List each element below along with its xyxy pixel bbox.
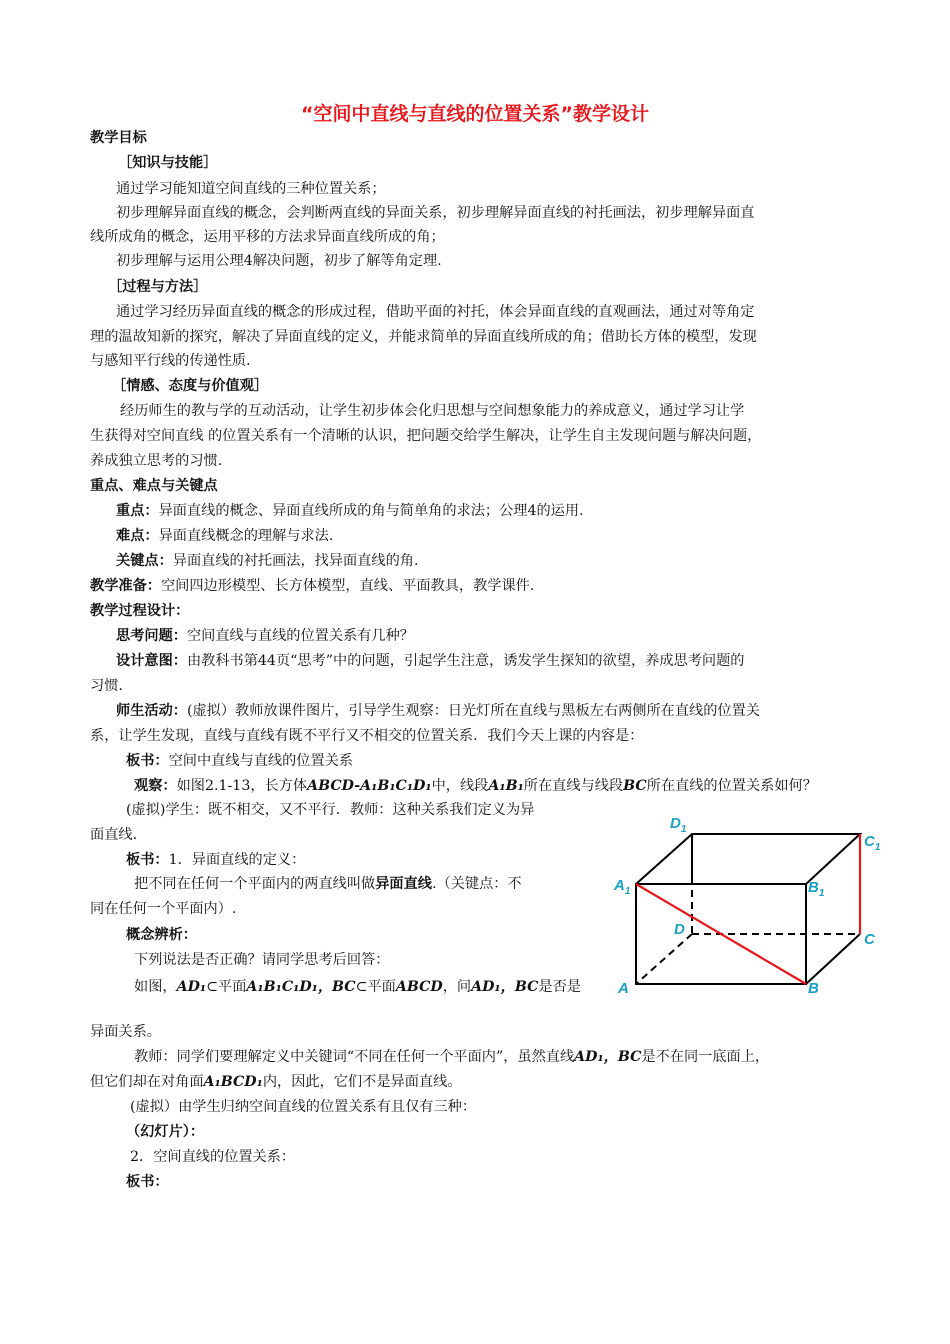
difficulty-text: 异面直线概念的理解与求法. [158, 528, 334, 544]
observe-seg1: A₁B₁ [488, 778, 524, 794]
teacher-b1: 但它们却在对角面 [90, 1074, 204, 1090]
board-line [126, 751, 353, 771]
teacher-line-b [90, 1072, 461, 1092]
knowledge-heading: ［知识与技能］ [118, 155, 218, 171]
teacher-line-a [134, 1047, 769, 1067]
intent-text: 由教科书第44页“思考”中的问题，引起学生注意，诱发学生探知的欲望，养成思考问题的 [186, 653, 745, 669]
concept-label: 概念辨析： [126, 927, 197, 943]
page-title: “空间中直线与直线的位置关系”教学设计 [301, 103, 649, 125]
ex-sub2: ⊂ [355, 979, 368, 995]
ex-plane: 平面 [218, 979, 247, 995]
board2-text: 1．异面直线的定义： [168, 852, 306, 868]
ex-bc: ，BC [317, 979, 356, 995]
virtual-line-a: (虚拟)学生：既不相交，又不平行．教师：这种关系我们定义为异 [126, 802, 535, 818]
goal-e1b: 生获得对空间直线 的位置关系有一个清晰的认识，把问题交给学生解决，让学生自主发现问题与解决问题， [90, 428, 762, 444]
label-a1: $A_1$ [614, 877, 631, 897]
key-line [116, 551, 418, 571]
hidden-edge-da [636, 934, 692, 984]
definition-line-b: 同在任何一个平面内）. [90, 901, 237, 917]
prep-line [90, 576, 534, 596]
think-label: 思考问题： [116, 628, 187, 644]
teacher-b2: 内，因此，它们不是异面直线。 [262, 1074, 462, 1090]
goal-p1b: 理的温故知新的探究，解决了异面直线的定义，并能求简单的异面直线所成的角；借助长方体的模型，发现 [90, 329, 757, 345]
board2-line [126, 850, 305, 870]
goal-e1c: 养成独立思考的习惯. [90, 453, 223, 469]
ex-q2: AD₁，BC [471, 979, 539, 995]
ex-abcd: ABCD [395, 979, 443, 995]
intent-line [116, 651, 744, 671]
edge-bc-base [806, 934, 860, 984]
slide-line: （幻灯片）： [126, 1124, 205, 1140]
think-line [116, 626, 414, 646]
keypoints-heading: 重点、难点与关键点 [90, 478, 218, 494]
relation-line: 2．空间直线的位置关系： [130, 1149, 296, 1165]
goal-k2a: 初步理解异面直线的概念，会判断两直线的异面关系，初步理解异面直线的衬托画法，初步理解异面直 [116, 205, 755, 221]
focus-line [116, 501, 584, 521]
intent-label: 设计意图： [116, 653, 187, 669]
teacher-a2: 是不在同一底面上， [641, 1049, 770, 1065]
goal-k2b: 线所成角的概念，运用平移的方法求异面直线所成的角； [90, 229, 445, 245]
process-design-heading: 教学过程设计： [90, 603, 190, 619]
focus-text: 异面直线的概念、异面直线所成的角与简单角的求法；公理4的运用. [158, 503, 584, 519]
teacher-ad1: AD₁，BC [574, 1049, 642, 1065]
board-label: 板书： [126, 753, 169, 769]
top-face-edges [636, 834, 860, 884]
definition-line [134, 874, 522, 894]
prep-label: 教学准备： [90, 578, 161, 594]
goal-k3: 初步理解与运用公理4解决问题，初步了解等角定理. [116, 253, 442, 269]
activity-line [116, 701, 760, 721]
observe-mid: 中，线段 [431, 778, 489, 794]
label-c: C [864, 931, 875, 948]
board-text: 空间中直线与直线的位置关系 [168, 753, 354, 769]
observe-post: 所在直线的位置关系如何？ [646, 778, 817, 794]
ex-ad1: AD₁ [176, 979, 207, 995]
def-pre: 把不同在任何一个平面内的两直线叫做 [134, 876, 376, 892]
label-d1: $D_1$ [670, 815, 687, 835]
goals-heading: 教学目标 [90, 130, 147, 146]
observe-mid2: 所在直线与线段 [523, 778, 624, 794]
ex-plane2: 平面 [367, 979, 396, 995]
prep-text: 空间四边形模型、长方体模型，直线、平面教具，教学课件. [160, 578, 535, 594]
ex-q: ，问 [442, 979, 472, 995]
virtual-line-b: 面直线. [90, 827, 138, 843]
goal-k1: 通过学习能知道空间直线的三种位置关系； [116, 181, 386, 197]
ex-sub1: ⊂ [206, 979, 218, 995]
cuboid-figure [610, 808, 890, 998]
think-text: 空间直线与直线的位置关系有几种？ [186, 628, 414, 644]
goal-e1a: 经历师生的教与学的互动活动，让学生初步体会化归思想与空间想象能力的养成意义，通过学习让学 [120, 403, 745, 419]
ex-q3: 是否是 [538, 979, 581, 995]
focus-label: 重点： [116, 503, 159, 519]
process-heading: ［过程与方法］ [108, 279, 208, 295]
label-b1: $B_1$ [808, 879, 825, 899]
activity-label: 师生活动： [116, 703, 187, 719]
ex-pre: 如图， [134, 979, 177, 995]
difficulty-label: 难点： [116, 528, 159, 544]
ex-a1b1c1d1: A₁B₁C₁D₁ [246, 979, 318, 995]
emotion-heading: ［情感、态度与价值观］ [112, 378, 269, 394]
board3-line: 板书： [126, 1174, 169, 1190]
teacher-plane: A₁BCD₁ [203, 1074, 263, 1090]
intent-line-b: 习惯. [90, 678, 123, 694]
key-label: 关键点： [116, 553, 173, 569]
activity-line-b: 系，让学生发现，直线与直线有既不平行又不相交的位置关系．我们今天上课的内容是： [90, 728, 644, 744]
observe-label: 观察： [134, 778, 177, 794]
question-line: 下列说法是否正确？请同学思考后回答： [134, 952, 390, 968]
board2-label: 板书： [126, 852, 169, 868]
example-line-b: 异面关系。 [90, 1024, 161, 1040]
summary-line: (虚拟）由学生归纳空间直线的位置关系有且仅有三种： [130, 1099, 477, 1115]
observe-box: ABCD-A₁B₁C₁D₁ [307, 778, 432, 794]
example-line [134, 977, 581, 997]
def-post: .（关键点：不 [431, 876, 522, 892]
label-c1: $C_1$ [864, 833, 881, 853]
label-a: A [618, 980, 629, 997]
goal-p1c: 与感知平行线的传递性质． [90, 353, 261, 369]
goal-p1a: 通过学习经历异面直线的概念的形成过程，借助平面的衬托，体会异面直线的直观画法，通过对等角定 [116, 304, 755, 320]
label-b: B [808, 980, 819, 997]
label-d: D [674, 921, 685, 938]
difficulty-line [116, 526, 333, 546]
observe-pre: 如图2.1-13，长方体 [176, 778, 308, 794]
teacher-a: 教师：同学们要理解定义中关键词“不同在任何一个平面内”，虽然直线 [134, 1049, 575, 1065]
key-text: 异面直线的衬托画法，找异面直线的角. [172, 553, 419, 569]
def-term: 异面直线 [375, 876, 432, 892]
activity-text: (虚拟）教师放课件图片，引导学生观察：日光灯所在直线与黑板左右两侧所在直线的位置关 [186, 703, 760, 719]
observe-seg2: BC [623, 778, 647, 794]
observe-line [134, 776, 817, 796]
